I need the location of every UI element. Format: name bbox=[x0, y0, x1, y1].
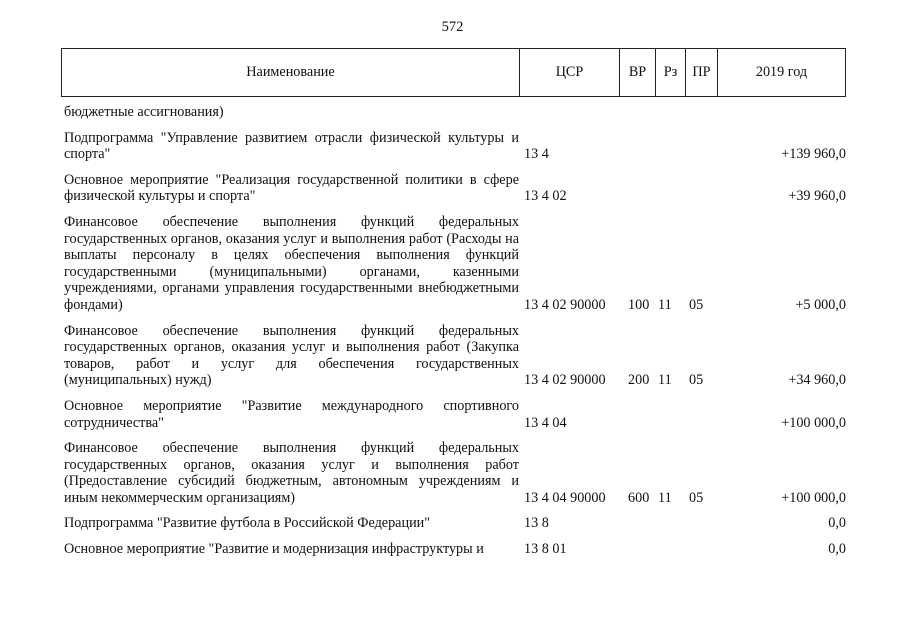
table-row bbox=[0, 440, 905, 506]
row-vr: 200 bbox=[628, 372, 650, 389]
row-name: Основное мероприятие "Развитие международного спортивного сотрудничества" bbox=[64, 397, 519, 431]
table-row bbox=[0, 398, 905, 431]
row-csr: 13 4 02 bbox=[524, 188, 567, 205]
row-csr: 13 4 02 90000 bbox=[524, 372, 606, 389]
row-csr: 13 4 04 bbox=[524, 414, 567, 431]
row-amount: 0,0 bbox=[828, 541, 846, 558]
row-name: бюджетные ассигнования) bbox=[64, 104, 224, 120]
row-pr: 05 bbox=[689, 296, 704, 313]
row-rz: 11 bbox=[658, 489, 672, 506]
header-csr: ЦСР bbox=[520, 49, 620, 96]
table-row bbox=[0, 172, 905, 205]
row-csr: 13 8 bbox=[524, 515, 549, 532]
row-csr: 13 4 04 90000 bbox=[524, 489, 606, 506]
table-row bbox=[0, 515, 905, 532]
row-csr: 13 8 01 bbox=[524, 541, 567, 558]
budget-table-body bbox=[0, 104, 905, 567]
header-name: Наименование bbox=[62, 49, 520, 96]
row-amount: +39 960,0 bbox=[788, 188, 846, 205]
row-pr: 05 bbox=[689, 489, 704, 506]
page-number: 572 bbox=[441, 19, 464, 35]
header-rz: Рз bbox=[656, 49, 686, 96]
row-name: Финансовое обеспечение выполнения функций федеральных государственных органов, оказания услуг и выполнения работ (Закупка товаров, работ и услуг для обеспечения государственных (муниципальных) нужд) bbox=[64, 322, 519, 389]
row-rz: 11 bbox=[658, 372, 672, 389]
row-amount: 0,0 bbox=[828, 515, 846, 532]
row-csr: 13 4 02 90000 bbox=[524, 296, 606, 313]
header-vr: ВР bbox=[620, 49, 656, 96]
table-row bbox=[0, 130, 905, 163]
row-amount: +100 000,0 bbox=[781, 414, 846, 431]
header-pr: ПР bbox=[686, 49, 718, 96]
row-vr: 600 bbox=[628, 489, 650, 506]
row-name: Финансовое обеспечение выполнения функций федеральных государственных органов, оказания услуг и выполнения работ (Предоставление субсидий бюджетным, автономным учреждениям и иным некоммерческим организациям) bbox=[64, 440, 519, 506]
row-amount: +5 000,0 bbox=[795, 296, 846, 313]
table-row bbox=[0, 214, 905, 314]
row-name: Подпрограмма "Развитие футбола в Российской Федерации" bbox=[64, 515, 431, 532]
row-name: Подпрограмма "Управление развитием отрасли физической культуры и спорта" bbox=[64, 129, 519, 163]
row-csr: 13 4 bbox=[524, 146, 549, 163]
row-amount: +139 960,0 bbox=[781, 146, 846, 163]
row-name: Основное мероприятие "Реализация государственной политики в сфере физической культуры и спорта" bbox=[64, 171, 519, 205]
row-name: Основное мероприятие "Развитие и модернизация инфраструктуры и bbox=[64, 541, 484, 558]
row-vr: 100 bbox=[628, 296, 650, 313]
row-rz: 11 bbox=[658, 296, 672, 313]
row-amount: +100 000,0 bbox=[781, 489, 846, 506]
row-pr: 05 bbox=[689, 372, 704, 389]
table-header bbox=[61, 48, 846, 97]
row-name: Финансовое обеспечение выполнения функций федеральных государственных органов, оказания услуг и выполнения работ (Расходы на выплаты персоналу в целях обеспечения выполнения функций государственными (муниципальными) органами, казенными учреждениями, органами управления государственными внебюджетными фондами) bbox=[64, 213, 519, 313]
row-amount: +34 960,0 bbox=[788, 372, 846, 389]
header-year: 2019 год bbox=[755, 64, 808, 80]
table-row bbox=[0, 323, 905, 389]
table-row bbox=[0, 541, 905, 558]
table-row bbox=[0, 104, 905, 121]
